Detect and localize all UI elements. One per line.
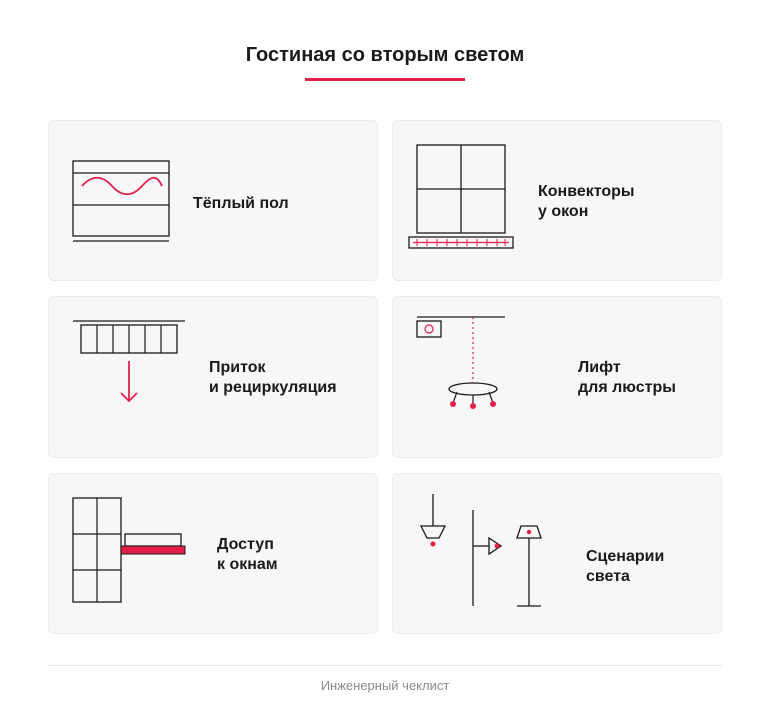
page-title: Гостиная со вторым светом <box>245 44 525 66</box>
footer-caption: Инженерный чеклист <box>320 678 450 693</box>
window-access-icon <box>49 474 379 635</box>
card-label: Лифт для люстры <box>578 359 676 396</box>
title-underline <box>305 78 465 81</box>
card-label: Сценарии света <box>586 548 665 585</box>
footer-divider <box>48 665 722 666</box>
card-convectors <box>392 120 722 281</box>
card-label: Конвекторы у окон <box>538 183 635 220</box>
card-label: Приток и рециркуляция <box>209 359 337 396</box>
card-warm-floor <box>48 120 378 281</box>
lighting-scenes-icon <box>393 474 723 635</box>
card-label: Доступ к окнам <box>217 536 278 573</box>
card-ventilation <box>48 296 378 458</box>
card-label: Тёплый пол <box>193 195 289 212</box>
card-window-access <box>48 473 378 634</box>
card-lighting-scenes <box>392 473 722 634</box>
card-chandelier-lift <box>392 296 722 458</box>
